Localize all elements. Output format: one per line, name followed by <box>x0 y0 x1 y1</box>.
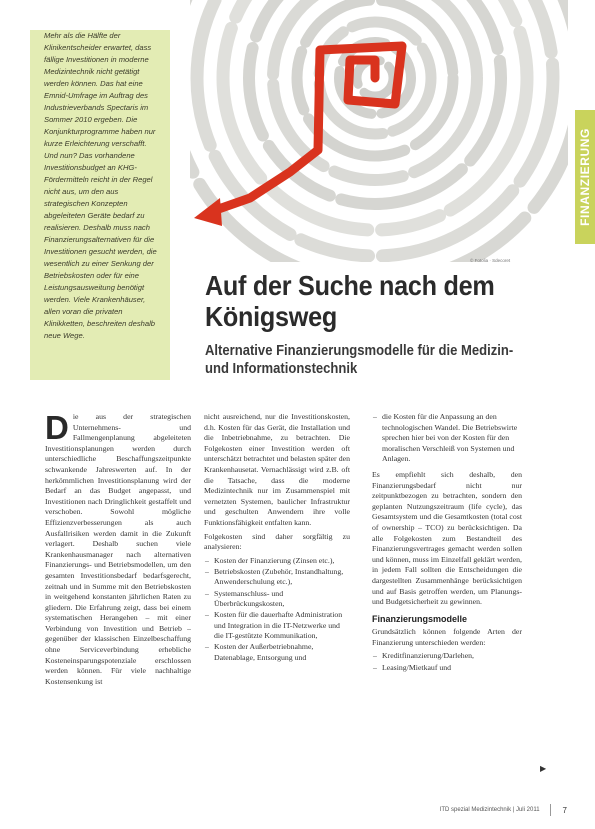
page-footer <box>440 804 567 816</box>
col2-text-b: Folgekosten sind daher sorgfältig zu analysieren: <box>204 531 350 552</box>
financing-list <box>372 651 522 673</box>
drop-cap: D <box>45 412 69 446</box>
section-tab-label: FINANZIERUNG <box>578 128 592 226</box>
col3-text-a: Es empfiehlt sich deshalb, den Finanzierungsbedarf nicht nur zeitpunktbezogen zu betrachten, sondern den geplanten Nutzungszeitraum (life cycle), das Gesamtsystem und die Gesamtkosten (total cost of ownership – TCO) zu berücksichtigen. Da alle Folgekosten zum Bestandteil des Finanzierungsvertrages gemacht werden sollen und können, muss im Einzelfall geklärt werden, in jedem Fall sollten die Entscheidungen die dargestellten Zusammenhänge berücksichtigen und auf Basis getroffen werden, um Planungs- und Budgetsicherheit zu gewinnen. <box>372 469 522 607</box>
list-item: – Kosten der Außerbetriebnahme, Datenablage, Entsorgung und <box>214 642 350 663</box>
publication-name: ITD spezial Medizintechnik | Juli 2011 <box>439 807 540 813</box>
maze-illustration <box>190 0 568 262</box>
list-item: – Kreditfinanzierung/Darlehen, <box>382 651 522 662</box>
body-column-1 <box>45 412 191 767</box>
list-item: – Kosten für die dauerhafte Administration und Integration in die IT-Netzwerke und die IT-gestützte Kommunikation, <box>214 610 350 642</box>
list-item: – die Kosten für die Anpassung an den technologischen Wandel. Die Betriebswirte sprechen hier bei von der Kosten für den moralischen Verschleiß von Systemen und Anlagen. <box>382 412 522 465</box>
section-heading: Finanzierungsmodelle <box>372 613 468 624</box>
section-tab <box>575 110 595 244</box>
list-item: – Systemanschluss- und Überbrückungskosten, <box>214 589 350 610</box>
body-paragraph <box>45 412 191 687</box>
col3-text-b: Grundsätzlich können folgende Arten der Finanzierung unterschieden werden: <box>372 627 522 647</box>
col2-text-a: nicht ausreichend, nur die Investitionskosten, d.h. Kosten für das Gerät, die Installation und die Inbetriebnahme, zu betrachten. Die Folgekosten einer Investition werden oft unterschätzt betrachtet und belasten später den Krankenhausetat. Vernachlässigt wird z.B. oft die Tatsache, dass die moderne Medizintechnik nur im Zusammenspiel mit vernetzten Systemen, baulicher Infrastruktur und geschulten Anwendern ihre volle Funktionsfähigkeit entfalten kann. <box>204 412 350 527</box>
cost-list <box>204 556 350 664</box>
intro-panel <box>30 30 170 380</box>
footer-divider <box>550 804 551 816</box>
list-item: – Leasing/Mietkauf und <box>382 663 522 674</box>
intro-text: Mehr als die Hälfte der Klinikentscheider erwartet, dass fällige Investitionen in moderne Medizintechnik nicht getätigt werden können. Das hat eine Emnid-Umfrage im Auftrag des Industrieverbands Spectaris im Sommer 2010 ergeben. Die Konjunkturprogramme haben nur kurze Erleichterung verschafft. Und nun? Das vorhandene Investitionsbudget an KHG-Fördermitteln reicht in der Regel nicht aus, um den aus strategischen Konzepten abgeleiteten Geräte bedarf zu realisieren. Deshalb muss nach Finanzierungsalternativen für die Investitionen gesucht werden, die wesentlich zu einer Senkung der Betriebskosten oder für eine Leistungsausweitung benötigt werden. Viele Krankenhäuser, allen voran die privaten Klinikketten, beschreiten deshalb neue Wege. <box>44 31 157 340</box>
body-column-2 <box>204 412 350 767</box>
list-item: – Betriebskosten (Zubehör, Instandhaltung, Anwenderschulung etc.), <box>214 567 350 588</box>
col1-text: ie aus der strategischen Unternehmens- und Fallmengenplanung abgeleiteten Investitionsplanungen werden durch unterschiedliche Beschaffungszeitpunkte schwankende Jahreswerten auf. In der herkömmlichen Investitionsplanung wird der Bedarf an das Budget angepasst, und Investitionen nach Dringlichkeit gestaffelt und verschoben. Sowohl mögliche Effizienzverbesserungen als auch Ausfallrisiken werden damit in die Zukunft verlagert. Deshalb suchen viele Krankenhausmanager nach alternativen Finanzierungs- und Betriebsmodellen, um den gesamten Investitionsbedarf bedarfsgerecht, zeitnah und in Summe mit den Betriebskosten in weitgehend konstanten jährlichen Raten zu gliedern. Die Erfahrung zeigt, dass bei einem systematischen Herangehen – mit einer Verbindung von Investition und Betrieb – gegenüber der klassischen Einzelbeschaffung ohne Serviceverbindung erhebliche Kosteneinsparungspotenziale erschlossen werden können. Für viele nachhaltige Kostensenkung ist <box>45 412 191 686</box>
list-item: – Kosten der Finanzierung (Zinsen etc.), <box>214 556 350 567</box>
image-credit: © Fotolia · Sdecoret <box>470 258 511 263</box>
cost-list-continued <box>372 412 522 465</box>
body-column-3 <box>372 412 522 787</box>
article-subheadline: Alternative Finanzierungsmodelle für die Medizin- und Informationstechnik <box>205 343 514 377</box>
maze-svg <box>190 0 568 262</box>
article-headline: Auf der Suche nach dem Königsweg <box>205 270 495 332</box>
page-number: 7 <box>562 805 567 815</box>
continue-arrow-icon: ▶ <box>540 764 547 773</box>
